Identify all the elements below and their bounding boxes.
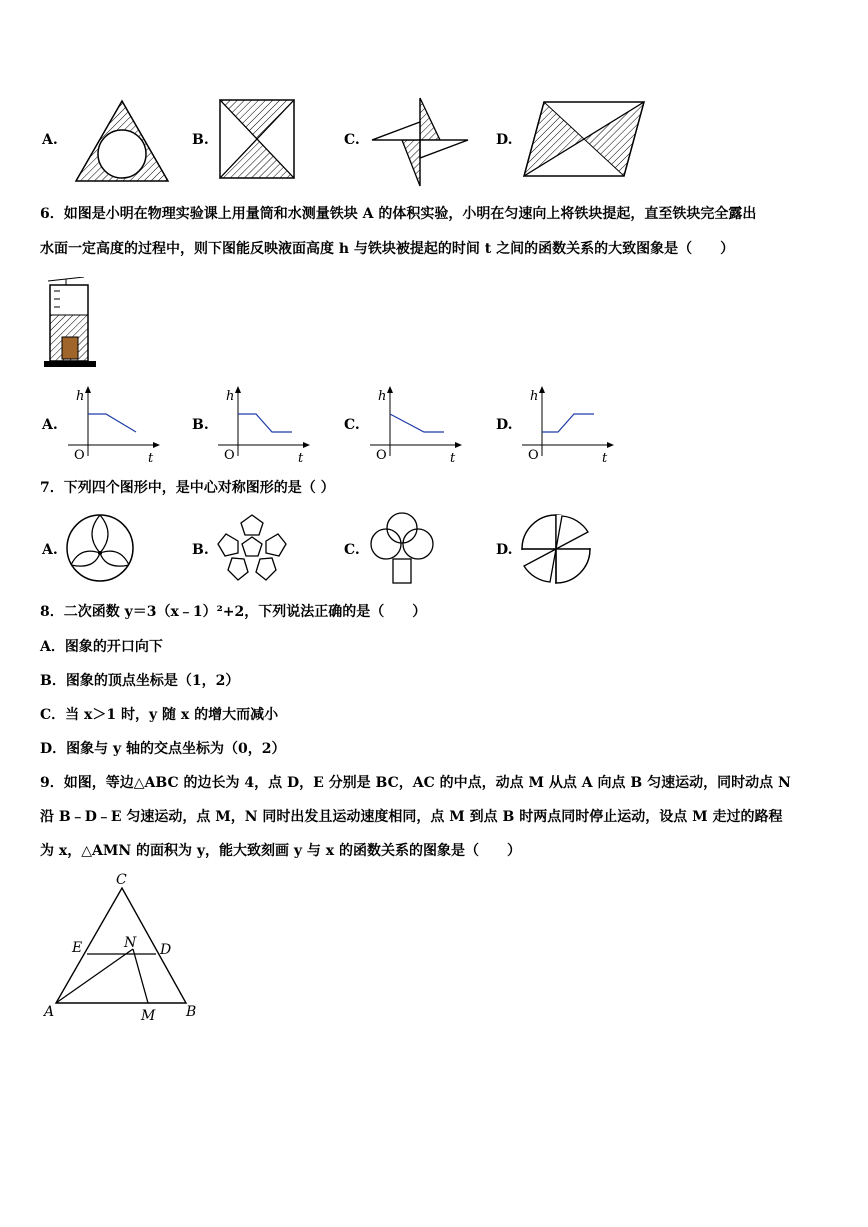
q9-stem-line-2: 沿 B﹣D﹣E 匀速运动，点 M，N 同时出发且运动速度相同，点 M 到点 B 时两点同时停止运动，设点 M 走过的路程 — [40, 809, 783, 825]
q6-graph-c — [366, 384, 466, 466]
point-e-label: E — [72, 940, 83, 956]
q9-stem-line-3: 为 x，△AMN 的面积为 y，能大致刻画 y 与 x 的函数关系的图象是（ ） — [40, 843, 522, 859]
y-axis-label: h — [530, 389, 539, 404]
q6-graph-b — [214, 384, 314, 466]
q9-stem-line-1: 9．如图，等边△ABC 的边长为 4，点 D，E 分别是 BC，AC 的中点，动点 M 从点 A 向点 B 匀速运动，同时动点 N — [40, 775, 791, 791]
q5-figure-a — [72, 97, 172, 185]
q6-option-c-label: C. — [344, 417, 360, 433]
x-axis-label: t — [148, 451, 154, 466]
q6-stem-line-1: 6．如图是小明在物理实验课上用量筒和水测量铁块 A 的体积实验，小明在匀速向上将铁块提起，直至铁块完全露出 — [40, 206, 757, 222]
origin-label: O — [74, 448, 85, 463]
x-axis-label: t — [298, 451, 304, 466]
y-axis-label: h — [226, 389, 235, 404]
q6-stem-line-2: 水面一定高度的过程中，则下图能反映液面高度 h 与铁块被提起的时间 t 之间的函数关系的大致图象是（ ） — [40, 241, 735, 257]
q5-figure-c — [368, 94, 472, 190]
point-c-label: C — [116, 872, 127, 888]
x-axis-label: t — [602, 451, 608, 466]
q7-figure-c — [368, 510, 436, 588]
q6-option-a-label: A. — [42, 417, 58, 433]
origin-label: O — [528, 448, 539, 463]
q7-figure-a — [64, 512, 136, 584]
q5-option-c-label: C. — [344, 132, 360, 148]
q8-equation: y＝3（x﹣1）²+2 — [124, 604, 245, 620]
point-a-label: A — [44, 1004, 55, 1020]
q7-figure-b — [214, 512, 290, 586]
y-axis-label: h — [378, 389, 387, 404]
graduated-cylinder-illustration — [40, 277, 100, 371]
point-n-label: N — [124, 935, 137, 951]
q7-option-d-label: D. — [496, 542, 513, 558]
origin-label: O — [224, 448, 235, 463]
point-b-label: B — [186, 1004, 197, 1020]
q8-choice-b: B．图象的顶点坐标是（1，2） — [40, 673, 240, 689]
q7-option-b-label: B. — [192, 542, 209, 558]
q7-figure-d — [518, 512, 594, 586]
origin-label: O — [376, 448, 387, 463]
x-axis-label: t — [450, 451, 456, 466]
q5-option-b-label: B. — [192, 132, 209, 148]
q8-choice-d: D．图象与 y 轴的交点坐标为（0，2） — [40, 741, 286, 757]
q7-stem: 7．下列四个图形中，是中心对称图形的是（ ） — [40, 480, 335, 496]
q6-option-b-label: B. — [192, 417, 209, 433]
point-m-label: M — [141, 1008, 156, 1024]
q6-graph-a — [64, 384, 164, 466]
q8-stem — [40, 603, 426, 621]
point-d-label: D — [160, 942, 172, 958]
q5-figure-b — [218, 98, 296, 182]
q5-option-a-label: A. — [42, 132, 58, 148]
q6-graph-d — [518, 384, 618, 466]
q5-figure-d — [520, 100, 648, 180]
q6-option-d-label: D. — [496, 417, 513, 433]
q5-option-d-label: D. — [496, 132, 513, 148]
q8-choice-a: A．图象的开口向下 — [40, 639, 163, 655]
q7-option-a-label: A. — [42, 542, 58, 558]
q8-choice-c: C．当 x＞1 时，y 随 x 的增大而减小 — [40, 707, 279, 723]
q9-triangle-figure — [40, 870, 210, 1026]
y-axis-label: h — [76, 389, 85, 404]
q7-option-c-label: C. — [344, 542, 360, 558]
q8-stem-post: ，下列说法正确的是（ ） — [244, 604, 427, 620]
q8-stem-pre: 8．二次函数 — [40, 604, 125, 620]
